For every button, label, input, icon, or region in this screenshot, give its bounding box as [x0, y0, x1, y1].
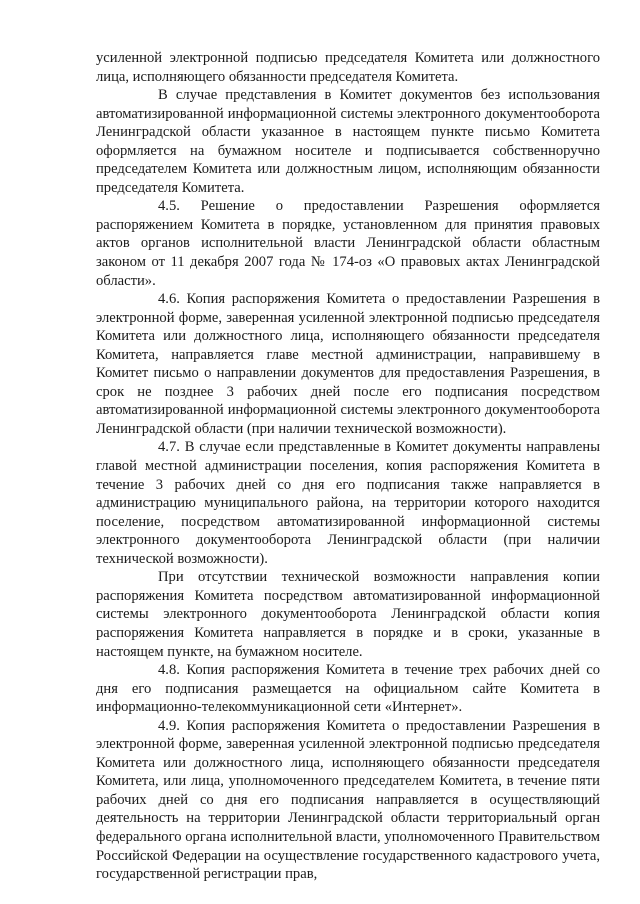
- paragraph-4-7: 4.7. В случае если представленные в Комитет документы направлены главой местной администрации поселения, копия распоряжения Комитета в течение 3 рабочих дней со дня его подписания также направляется в администрацию муниципального района, на территории которого находится поселение, посредством автоматизированной информационной системы электронного документооборота Ленинградской области (при наличии технической возможности).: [96, 439, 600, 567]
- document-page: [96, 49, 600, 884]
- paragraph-no-technical-possibility: При отсутствии технической возможности направления копии распоряжения Комитета посредством автоматизированной информационной системы электронного документооборота Ленинградской области копия распоряжения Комитета направляется в порядке и в сроки, указанные в настоящем пункте, на бумажном носителе.: [96, 569, 600, 660]
- paragraph-4-9: 4.9. Копия распоряжения Комитета о предоставлении Разрешения в электронной форме, заверенная усиленной электронной подписью председателя Комитета или должностного лица, исполняющего обязанности председателя Комитета, или лица, уполномоченного председателем Комитета, в течение пяти рабочих дней со дня его подписания направляется в осуществляющий деятельность на территории Ленинградской области территориальный орган федерального органа исполнительной власти, уполномоченного Правительством Российской Федерации на осуществление государственного кадастрового учета, государственной регистрации прав,: [96, 717, 600, 883]
- paragraph-4-6: 4.6. Копия распоряжения Комитета о предоставлении Разрешения в электронной форме, заверенная усиленной электронной подписью председателя Комитета или должностного лица, исполняющего обязанности председателя Комитета, направляется главе местной администрации, направившему в Комитет письмо о направлении документов для предоставления Разрешения, в срок не позднее 3 рабочих дней после его подписания посредством автоматизированной информационной системы электронного документооборота Ленинградской области (при наличии технической возможности).: [96, 291, 600, 437]
- paragraph-4-8: 4.8. Копия распоряжения Комитета в течение трех рабочих дней со дня его подписания размещается на официальном сайте Комитета в информационно-телекоммуникационной сети «Интернет».: [96, 662, 600, 716]
- paragraph-continuation: усиленной электронной подписью председателя Комитета или должностного лица, исполняющего обязанности председателя Комитета.: [96, 50, 600, 85]
- paragraph-paper-letter: В случае представления в Комитет документов без использования автоматизированной информационной системы электронного документооборота Ленинградской области указанное в настоящем пункте письмо Комитета оформляется на бумажном носителе и подписывается собственноручно председателем Комитета или должностным лицом, исполняющим обязанности председателя Комитета.: [96, 87, 600, 196]
- paragraph-4-5: 4.5. Решение о предоставлении Разрешения оформляется распоряжением Комитета в порядке, установленном для принятия правовых актов органов исполнительной власти Ленинградской области областным законом от 11 декабря 2007 года № 174-оз «О правовых актах Ленинградской области».: [96, 198, 600, 289]
